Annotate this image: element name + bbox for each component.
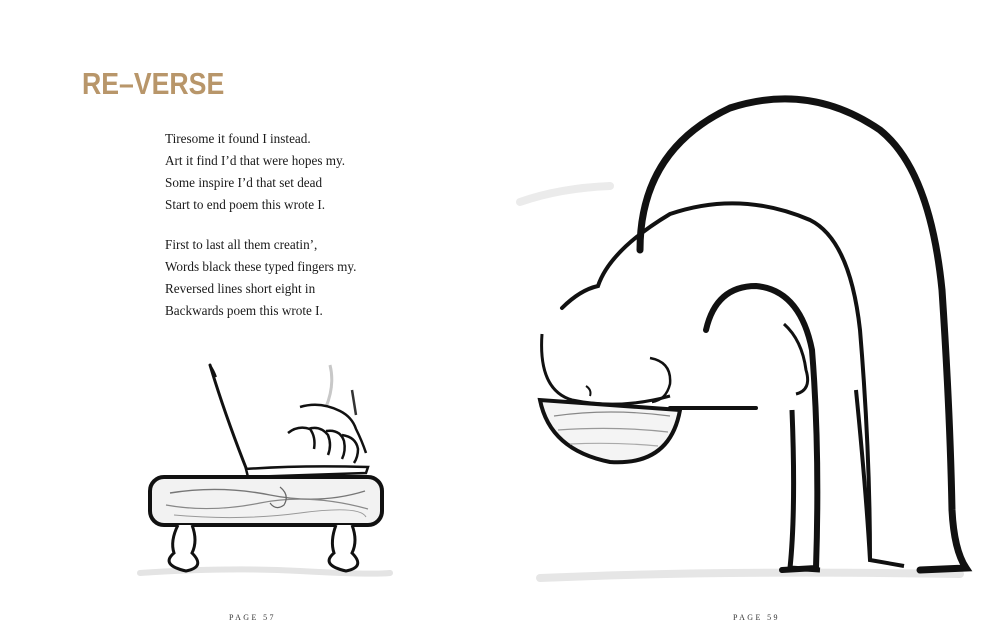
poem-line: Some inspire I’d that set dead (165, 175, 323, 190)
poem-line: Art it find I’d that were hopes my. (165, 153, 346, 168)
poem-line: Tiresome it found I instead. (165, 131, 311, 146)
poem-line: Reversed lines short eight in (165, 281, 316, 296)
right-page (500, 0, 1000, 643)
page-number-right: PAGE 59 (733, 613, 780, 622)
poem-line: Words black these typed fingers my. (165, 259, 357, 274)
poem-body (165, 128, 425, 340)
bent-over-figure-with-bowl-illustration (520, 90, 990, 590)
poem-line: Start to end poem this wrote I. (165, 197, 326, 212)
poem-title: RE–VERSE (82, 66, 225, 101)
laptop-on-footstool-illustration (130, 345, 400, 585)
stanza-2 (165, 234, 425, 322)
poem-line: First to last all them creatin’, (165, 237, 318, 252)
page-number-left: PAGE 57 (229, 613, 276, 622)
poem-line: Backwards poem this wrote I. (165, 303, 323, 318)
stanza-1 (165, 128, 425, 216)
